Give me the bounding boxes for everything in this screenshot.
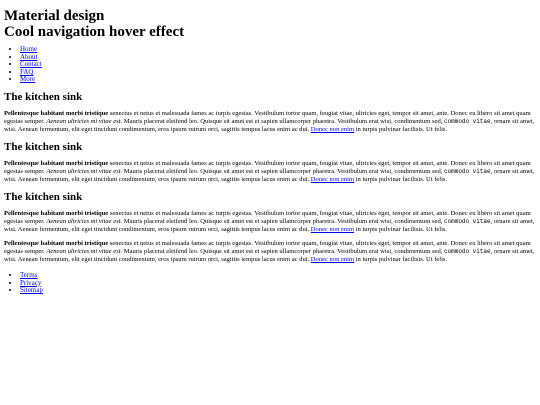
- section-heading: The kitchen sink: [4, 190, 83, 203]
- kitchen-sink-section-1: [4, 90, 536, 134]
- paragraph-text: , ornare sit amet, wisi. Aenean fermentum, elit eget tincidunt condimentum, eros ipsum rutrum orci, sagittis tempus lacus enim ac dui.: [4, 167, 535, 183]
- paragraph-text: , ornare sit amet, wisi. Aenean fermentum, elit eget tincidunt condimentum, eros ipsum rutrum orci, sagittis tempus lacus enim ac dui.: [4, 217, 535, 233]
- paragraph-text: Mauris placerat eleifend leo. Quisque sit amet est et sapien ullamcorper pharetra. Vestibulum erat wisi, condimentum sed,: [122, 247, 444, 255]
- footer-link-sitemap[interactable]: Sitemap: [20, 286, 43, 295]
- inline-link[interactable]: Donec non enim: [310, 255, 355, 263]
- footer-link-terms[interactable]: Terms: [20, 270, 38, 279]
- section-heading: The kitchen sink: [4, 140, 83, 153]
- paragraph-text: senectus et netus et malesuada fames ac turpis egestas. Vestibulum tortor quam, feugiat vitae, ultricies eget, tempor sit amet, ante. Donec eu libero sit amet quam egestas semper.: [4, 209, 531, 225]
- section-heading: The kitchen sink: [4, 90, 83, 103]
- strong-text: Pellentesque habitant morbi tristique: [4, 109, 109, 117]
- nav-link-about[interactable]: About: [20, 52, 38, 61]
- emphasis-text: Aenean ultricies mi vitae est.: [46, 217, 123, 225]
- inline-code: commodo vitae: [444, 117, 491, 125]
- emphasis-text: Aenean ultricies mi vitae est.: [46, 167, 123, 175]
- inline-code: commodo vitae: [444, 217, 491, 225]
- paragraph: [4, 210, 536, 234]
- nav-item-about: [20, 54, 536, 62]
- page-title: [4, 8, 536, 40]
- title-line-1: Material design: [4, 8, 105, 24]
- nav-item-more: [20, 76, 536, 84]
- paragraph: [4, 240, 536, 264]
- strong-text: Pellentesque habitant morbi tristique: [4, 239, 109, 247]
- kitchen-sink-section-2: [4, 140, 536, 184]
- nav-link-more[interactable]: More: [20, 75, 36, 84]
- emphasis-text: Aenean ultricies mi vitae est.: [46, 117, 123, 125]
- footer-link-privacy[interactable]: Privacy: [20, 278, 42, 287]
- paragraph-text: in turpis pulvinar facilisis. Ut felis.: [354, 125, 448, 133]
- inline-code: commodo vitae: [444, 247, 491, 255]
- kitchen-sink-section-3: [4, 190, 536, 264]
- paragraph-text: , ornare sit amet, wisi. Aenean fermentum, elit eget tincidunt condimentum, eros ipsum rutrum orci, sagittis tempus lacus enim ac dui.: [4, 117, 535, 133]
- footer-nav: [4, 272, 536, 295]
- nav-link-contact[interactable]: Contact: [20, 60, 42, 69]
- footer-item-terms: [20, 272, 536, 280]
- inline-link[interactable]: Donec non enim: [310, 125, 355, 133]
- footer-item-privacy: [20, 280, 536, 288]
- emphasis-text: Aenean ultricies mi vitae est.: [46, 247, 123, 255]
- inline-link[interactable]: Donec non enim: [310, 225, 355, 233]
- paragraph-text: Mauris placerat eleifend leo. Quisque sit amet est et sapien ullamcorper pharetra. Vestibulum erat wisi, condimentum sed,: [122, 217, 444, 225]
- paragraph-text: senectus et netus et malesuada fames ac turpis egestas. Vestibulum tortor quam, feugiat vitae, ultricies eget, tempor sit amet, ante. Donec eu libero sit amet quam egestas semper.: [4, 109, 531, 125]
- title-line-2: Cool navigation hover effect: [4, 24, 185, 40]
- strong-text: Pellentesque habitant morbi tristique: [4, 209, 109, 217]
- inline-code: commodo vitae: [444, 167, 491, 175]
- paragraph-text: in turpis pulvinar facilisis. Ut felis.: [354, 255, 448, 263]
- paragraph-text: senectus et netus et malesuada fames ac turpis egestas. Vestibulum tortor quam, feugiat vitae, ultricies eget, tempor sit amet, ante. Donec eu libero sit amet quam egestas semper.: [4, 159, 531, 175]
- paragraph-text: in turpis pulvinar facilisis. Ut felis.: [354, 175, 448, 183]
- main-nav: [4, 46, 536, 84]
- nav-link-faq[interactable]: FAQ: [20, 67, 34, 76]
- footer-item-sitemap: [20, 287, 536, 295]
- nav-link-home[interactable]: Home: [20, 45, 38, 53]
- nav-item-faq: [20, 69, 536, 77]
- paragraph: [4, 110, 536, 134]
- paragraph-text: Mauris placerat eleifend leo. Quisque sit amet est et sapien ullamcorper pharetra. Vestibulum erat wisi, condimentum sed,: [122, 167, 444, 175]
- strong-text: Pellentesque habitant morbi tristique: [4, 159, 109, 167]
- inline-link[interactable]: Donec non enim: [310, 175, 355, 183]
- paragraph-text: in turpis pulvinar facilisis. Ut felis.: [354, 225, 448, 233]
- paragraph-text: Mauris placerat eleifend leo. Quisque sit amet est et sapien ullamcorper pharetra. Vestibulum erat wisi, condimentum sed,: [122, 117, 444, 125]
- nav-item-contact: [20, 61, 536, 69]
- paragraph: [4, 160, 536, 184]
- nav-item-home: [20, 46, 536, 54]
- paragraph-text: senectus et netus et malesuada fames ac turpis egestas. Vestibulum tortor quam, feugiat vitae, ultricies eget, tempor sit amet, ante. Donec eu libero sit amet quam egestas semper.: [4, 239, 531, 255]
- paragraph-text: , ornare sit amet, wisi. Aenean fermentum, elit eget tincidunt condimentum, eros ipsum rutrum orci, sagittis tempus lacus enim ac dui.: [4, 247, 535, 263]
